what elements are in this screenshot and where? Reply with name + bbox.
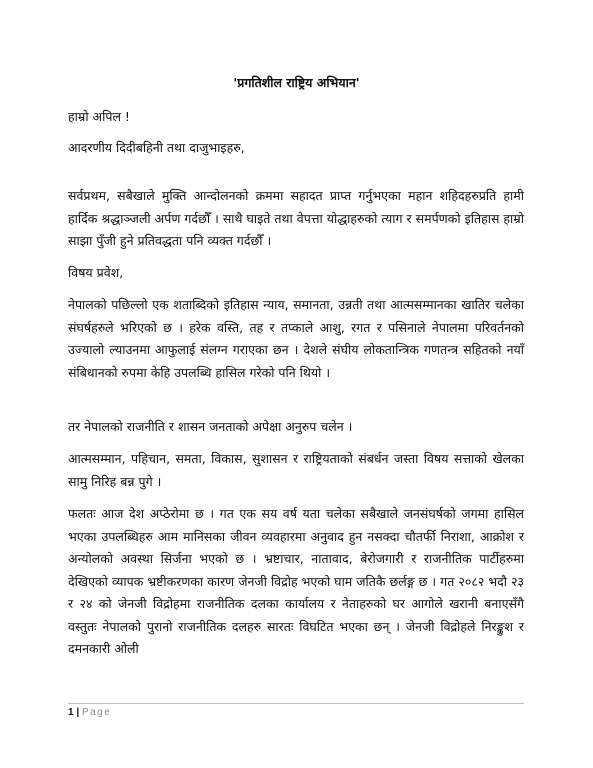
- paragraph-consequence: फलतः आज देश अप्ठेरोमा छ । गत एक सय वर्ष यता चलेका सबैखाले जनसंघर्षको जगमा हासिल भएका उपलब्धिहरु आम मानिसका जीवन व्यवहारमा अनुवाद हुन नसक्दा चौतर्फी निराशा, आक्रोश र अन्योलको अवस्था सिर्जना भएको छ । भ्रष्टाचार, नातावाद, बेरोजगारी र राजनीतिक पार्टीहरुमा देखिएको व्यापक भ्रष्टीकरणका कारण जेनजी विद्रोह भएको घाम जतिकै छर्लङ्ग छ । गत २०८२ भदौ २३ र २४ को जेनजी विद्रोहमा राजनीतिक दलका कार्यालय र नेताहरुको घर आगोले खरानी बनाएसँगै वस्तुतः नेपालको पुरानो राजनीतिक दलहरु सारतः विघटित भएका छन् । जेनजी विद्रोहले निरङ्कुश र दमनकारी ओली: [68, 506, 524, 656]
- subject-intro-heading: विषय प्रवेश,: [68, 265, 124, 280]
- paragraph-self-respect: आत्मसम्मान, पहिचान, समता, विकास, सुशासन र राष्ट्रियताको संबर्धन जस्ता विषय सत्ताको खेलका सामु निरिह बन्न पुगे ।: [68, 451, 524, 489]
- paragraph-history: नेपालको पछिल्लो एक शताब्दिको इतिहास न्याय, समानता, उन्नती तथा आत्मसम्मानका खातिर चलेका संघर्षहरुले भरिएको छ । हरेक वस्ति, तह र तप्काले आशु, रगत र पसिनाले नेपालमा परिवर्तनको उज्यालो ल्याउनमा आफुलाई संलग्न गराएका छन । देशले संघीय लोकतान्त्रिक गणतन्त्र सहितको नयाँ संबिधानको रुपमा केहि उपलब्धि हासिल गरेको पनि थियो ।: [68, 297, 524, 380]
- footer-separator: |: [73, 707, 82, 718]
- paragraph-politics: तर नेपालको राजनीति र शासन जनताको अपेक्षा अनुरुप चलेन ।: [68, 419, 353, 434]
- appeal-heading: हाम्रो अपिल !: [68, 109, 130, 124]
- paragraph-tribute: सर्वप्रथम, सबैखाले मुक्ति आन्दोलनको क्रममा सहादत प्राप्त गर्नुभएका महान शहिदहरुप्रति हामी हार्दिक श्रद्धाञ्जली अर्पण गर्दछौँ । साथै घाइते तथा वेपत्ता योद्धाहरुको त्याग र समर्पणको इतिहास हाम्रो साझा पुँजी हुने प्रतिवद्धता पनि व्यक्त गर्दछौँ ।: [68, 188, 524, 248]
- page-footer: [68, 707, 111, 718]
- page-label: Page: [81, 707, 112, 718]
- footer-divider: [68, 703, 524, 704]
- salutation: आदरणीय दिदीबहिनी तथा दाजुभाइहरु,: [68, 140, 245, 155]
- page-number: 1: [68, 707, 74, 718]
- document-title: 'प्रगतिशील राष्ट्रिय अभियान': [233, 75, 360, 90]
